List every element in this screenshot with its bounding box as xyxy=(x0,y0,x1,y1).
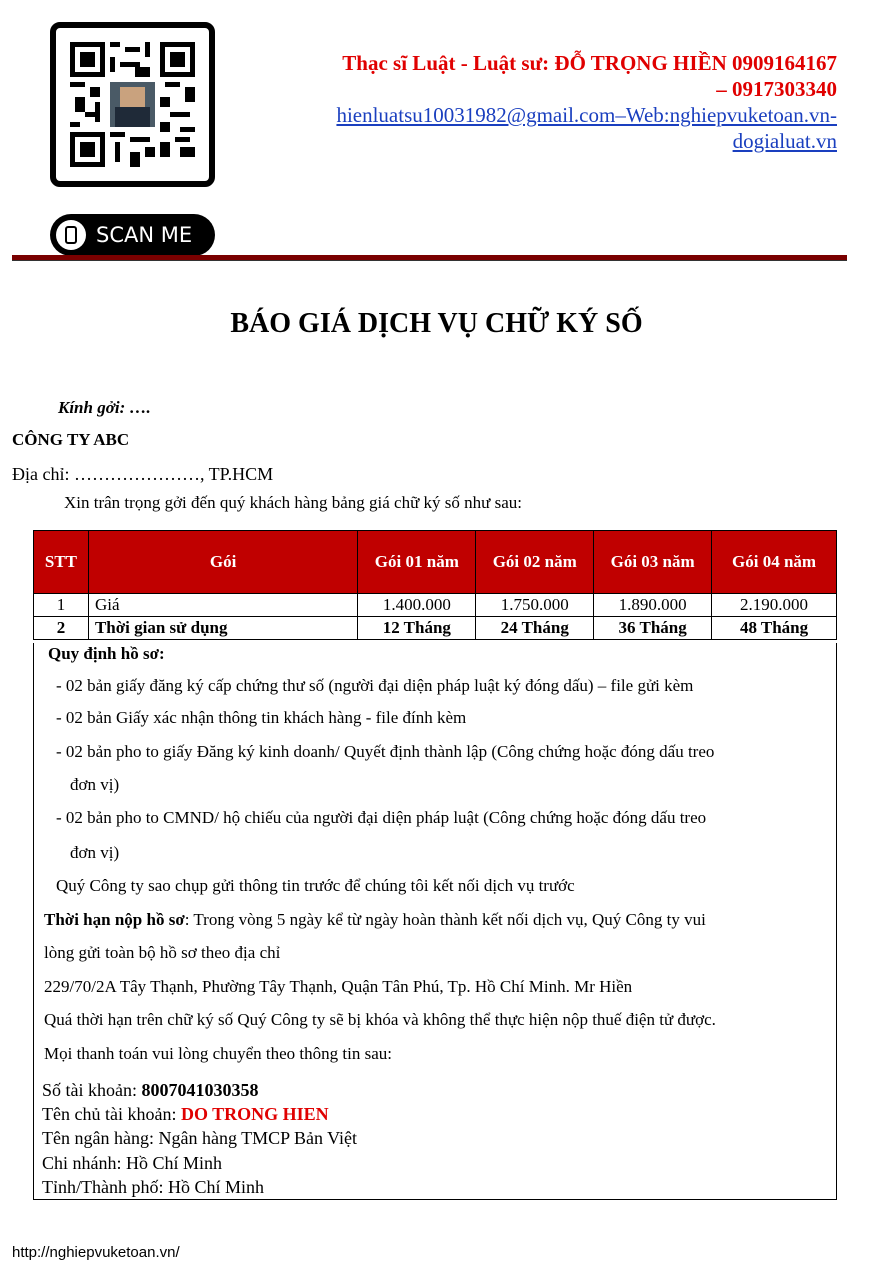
lawyer-line-2: – 0917303340 xyxy=(716,77,837,101)
header-divider xyxy=(12,255,847,261)
table-row xyxy=(34,594,837,617)
table-cell: 1.890.000 xyxy=(594,594,712,617)
requirement-item: - 02 bản pho to giấy Đăng ký kinh doanh/ Quyết định thành lập (Công chứng hoặc đóng dấu treo xyxy=(56,742,715,761)
qr-code xyxy=(50,22,215,187)
table-cell: 36 Tháng xyxy=(594,617,712,640)
table-cell: Thời gian sử dụng xyxy=(88,617,357,640)
page-title: BÁO GIÁ DỊCH VỤ CHỮ KÝ SỐ xyxy=(230,308,643,339)
contact-link-2[interactable]: dogialuat.vn xyxy=(732,129,837,153)
account-owner-line xyxy=(42,1104,329,1125)
requirement-item: - 02 bản Giấy xác nhận thông tin khách hàng - file đính kèm xyxy=(56,708,467,727)
account-label: Số tài khoản: xyxy=(42,1080,142,1100)
greeting: Kính gởi: …. xyxy=(58,398,151,417)
table-cell: 24 Tháng xyxy=(476,617,594,640)
company-name: CÔNG TY ABC xyxy=(12,430,130,449)
bank-province: Tỉnh/Thành phố: Hồ Chí Minh xyxy=(42,1177,264,1197)
deadline-text-cont: lòng gửi toàn bộ hồ sơ theo địa chỉ xyxy=(44,943,281,962)
bank-name: Tên ngân hàng: Ngân hàng TMCP Bản Việt xyxy=(42,1128,358,1148)
requirements-box xyxy=(33,643,837,1200)
bank-branch: Chi nhánh: Hồ Chí Minh xyxy=(42,1153,223,1173)
header-4-year: Gói 04 năm xyxy=(712,531,837,594)
header-2-year: Gói 02 năm xyxy=(476,531,594,594)
contact-link-1[interactable]: hienluatsu10031982@gmail.com–Web:nghiepvuketoan.vn- xyxy=(336,103,837,127)
requirement-item-cont: đơn vị) xyxy=(70,843,120,862)
table-cell: 2.190.000 xyxy=(712,594,837,617)
price-table xyxy=(33,530,837,640)
table-cell: Giá xyxy=(88,594,357,617)
submission-address: 229/70/2A Tây Thạnh, Phường Tây Thạnh, Quận Tân Phú, Tp. Hồ Chí Minh. Mr Hiền xyxy=(44,977,633,996)
owner-name: DO TRONG HIEN xyxy=(180,1104,329,1124)
qr-code-block xyxy=(50,22,215,247)
table-cell: 12 Tháng xyxy=(358,617,476,640)
deadline-line xyxy=(44,910,706,930)
footer-url[interactable]: http://nghiepvuketoan.vn/ xyxy=(12,1244,180,1261)
requirement-item: - 02 bản pho to CMND/ hộ chiếu của người đại diện pháp luật (Công chứng hoặc đóng dấu treo xyxy=(56,808,707,827)
header-1-year: Gói 01 năm xyxy=(358,531,476,594)
header-stt: STT xyxy=(34,531,89,594)
requirements-note: Quý Công ty sao chụp gửi thông tin trước để chúng tôi kết nối dịch vụ trước xyxy=(56,876,575,895)
requirements-heading: Quy định hồ sơ: xyxy=(48,644,165,663)
account-number: 8007041030358 xyxy=(141,1080,259,1100)
requirement-item: - 02 bản giấy đăng ký cấp chứng thư số (người đại diện pháp luật ký đóng dấu) – file gửi kèm xyxy=(56,676,694,695)
table-cell: 1.750.000 xyxy=(476,594,594,617)
account-number-line xyxy=(42,1080,259,1101)
scan-me-badge xyxy=(50,214,215,256)
table-cell: 2 xyxy=(34,617,89,640)
table-header-row xyxy=(34,531,837,594)
header-3-year: Gói 03 năm xyxy=(594,531,712,594)
table-cell: 1 xyxy=(34,594,89,617)
owner-label: Tên chủ tài khoản: xyxy=(42,1104,181,1124)
recipient-address: Địa chỉ: …………………, TP.HCM xyxy=(12,464,274,484)
lawyer-line-1: Thạc sĩ Luật - Luật sư: ĐỖ TRỌNG HIỀN 0909164167 xyxy=(342,51,837,75)
expiry-warning: Quá thời hạn trên chữ ký số Quý Công ty sẽ bị khóa và không thể thực hiện nộp thuế điện tử được. xyxy=(44,1010,716,1029)
payment-intro: Mọi thanh toán vui lòng chuyển theo thông tin sau: xyxy=(44,1044,392,1063)
deadline-text: : Trong vòng 5 ngày kể từ ngày hoàn thành kết nối dịch vụ, Quý Công ty vui xyxy=(184,910,706,929)
phone-icon xyxy=(56,220,86,250)
qr-code-icon xyxy=(70,42,195,167)
header-package: Gói xyxy=(88,531,357,594)
intro-text: Xin trân trọng gởi đến quý khách hàng bảng giá chữ ký số như sau: xyxy=(64,493,522,512)
deadline-label: Thời hạn nộp hồ sơ xyxy=(44,910,185,929)
scan-me-label: SCAN ME xyxy=(96,223,193,247)
table-cell: 48 Tháng xyxy=(712,617,837,640)
table-cell: 1.400.000 xyxy=(358,594,476,617)
table-row xyxy=(34,617,837,640)
requirement-item-cont: đơn vị) xyxy=(70,775,120,794)
letterhead xyxy=(277,50,837,154)
